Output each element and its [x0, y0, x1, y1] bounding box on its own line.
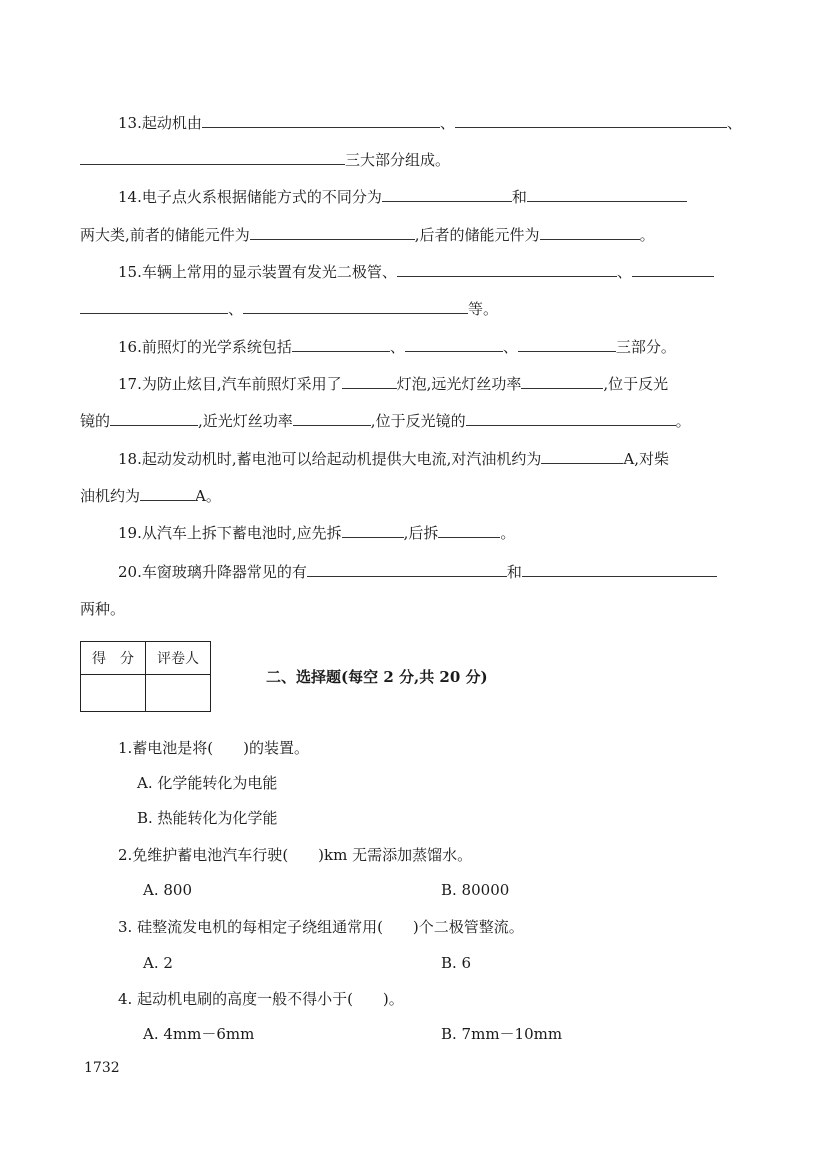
- mc-question-2: 2.免维护蓄电池汽车行驶( )km 无需添加蒸馏水。: [118, 846, 473, 864]
- answer-blank[interactable]: [541, 449, 623, 464]
- answer-blank[interactable]: [438, 523, 500, 538]
- answer-blank[interactable]: [250, 225, 415, 240]
- answer-blank[interactable]: [522, 562, 717, 577]
- question-13-cont: 三大部分组成。: [80, 150, 450, 170]
- mc-option-1b[interactable]: B. 热能转化为化学能: [137, 809, 278, 827]
- mc-question-1: 1.蓄电池是将( )的装置。: [118, 739, 310, 757]
- section-2-title: 二、选择题(每空 2 分,共 20 分): [266, 668, 488, 686]
- mc-option-1a[interactable]: A. 化学能转化为电能: [137, 774, 278, 792]
- question-18: 18.起动发动机时,蓄电池可以给起动机提供大电流,对汽油机约为 A,对柴: [118, 450, 670, 468]
- answer-blank[interactable]: [140, 486, 195, 501]
- answer-blank[interactable]: [455, 113, 727, 128]
- answer-blank[interactable]: [293, 411, 371, 426]
- question-17-cont: 镜的 ,近光灯丝功率 ,位于反光镜的 。: [80, 412, 691, 430]
- question-14: 14.电子点火系根据储能方式的不同分为 和: [118, 187, 687, 207]
- question-19: 19.从汽车上拆下蓄电池时,应先拆 ,后拆 。: [118, 524, 516, 542]
- answer-blank[interactable]: [466, 411, 676, 426]
- question-15: 15.车辆上常用的显示装置有发光二极管、 、: [118, 262, 714, 282]
- question-20: 20.车窗玻璃升降器常见的有 和: [118, 562, 717, 582]
- mc-option-2a[interactable]: A. 800: [143, 881, 192, 899]
- answer-blank[interactable]: [405, 337, 503, 352]
- question-17: 17.为防止炫目,汽车前照灯采用了 灯泡,远光灯丝功率 ,位于反光: [118, 375, 669, 393]
- mc-option-4b[interactable]: B. 7mm－10mm: [441, 1025, 563, 1043]
- answer-blank[interactable]: [80, 299, 228, 314]
- question-text: 13.起动机由: [118, 114, 202, 132]
- answer-blank[interactable]: [307, 562, 507, 577]
- question-16: 16.前照灯的光学系统包括 、 、 三部分。: [118, 338, 676, 356]
- grader-header: 评卷人: [146, 642, 211, 675]
- question-15-cont: 、 等。: [80, 299, 498, 319]
- mc-option-3b[interactable]: B. 6: [441, 954, 472, 972]
- question-14-cont: 两大类,前者的储能元件为 ,后者的储能元件为 。: [80, 226, 655, 244]
- answer-blank[interactable]: [518, 337, 616, 352]
- mc-question-4: 4. 起动机电刷的高度一般不得小于( )。: [118, 990, 404, 1008]
- answer-blank[interactable]: [527, 187, 687, 202]
- mc-option-2b[interactable]: B. 80000: [441, 881, 510, 899]
- question-13: 13.起动机由 、 、: [118, 114, 742, 132]
- answer-blank[interactable]: [342, 523, 404, 538]
- answer-blank[interactable]: [110, 411, 198, 426]
- grader-cell[interactable]: [146, 675, 211, 712]
- question-18-cont: 油机约为 A。: [80, 487, 221, 505]
- page-number: 1732: [84, 1060, 120, 1076]
- answer-blank[interactable]: [397, 262, 617, 277]
- answer-blank[interactable]: [80, 150, 345, 165]
- answer-blank[interactable]: [521, 374, 603, 389]
- answer-blank[interactable]: [292, 337, 390, 352]
- answer-blank[interactable]: [632, 262, 714, 277]
- answer-blank[interactable]: [382, 187, 512, 202]
- answer-blank[interactable]: [342, 374, 397, 389]
- answer-blank[interactable]: [243, 299, 468, 314]
- score-cell[interactable]: [81, 675, 146, 712]
- mc-question-3: 3. 硅整流发电机的每相定子绕组通常用( )个二极管整流。: [118, 918, 524, 936]
- mc-option-4a[interactable]: A. 4mm－6mm: [143, 1025, 255, 1043]
- answer-blank[interactable]: [540, 225, 640, 240]
- score-table: [80, 641, 211, 712]
- answer-blank[interactable]: [202, 113, 440, 128]
- question-20-cont: 两种。: [80, 600, 126, 618]
- mc-option-3a[interactable]: A. 2: [143, 954, 173, 972]
- score-header: 得 分: [81, 642, 146, 675]
